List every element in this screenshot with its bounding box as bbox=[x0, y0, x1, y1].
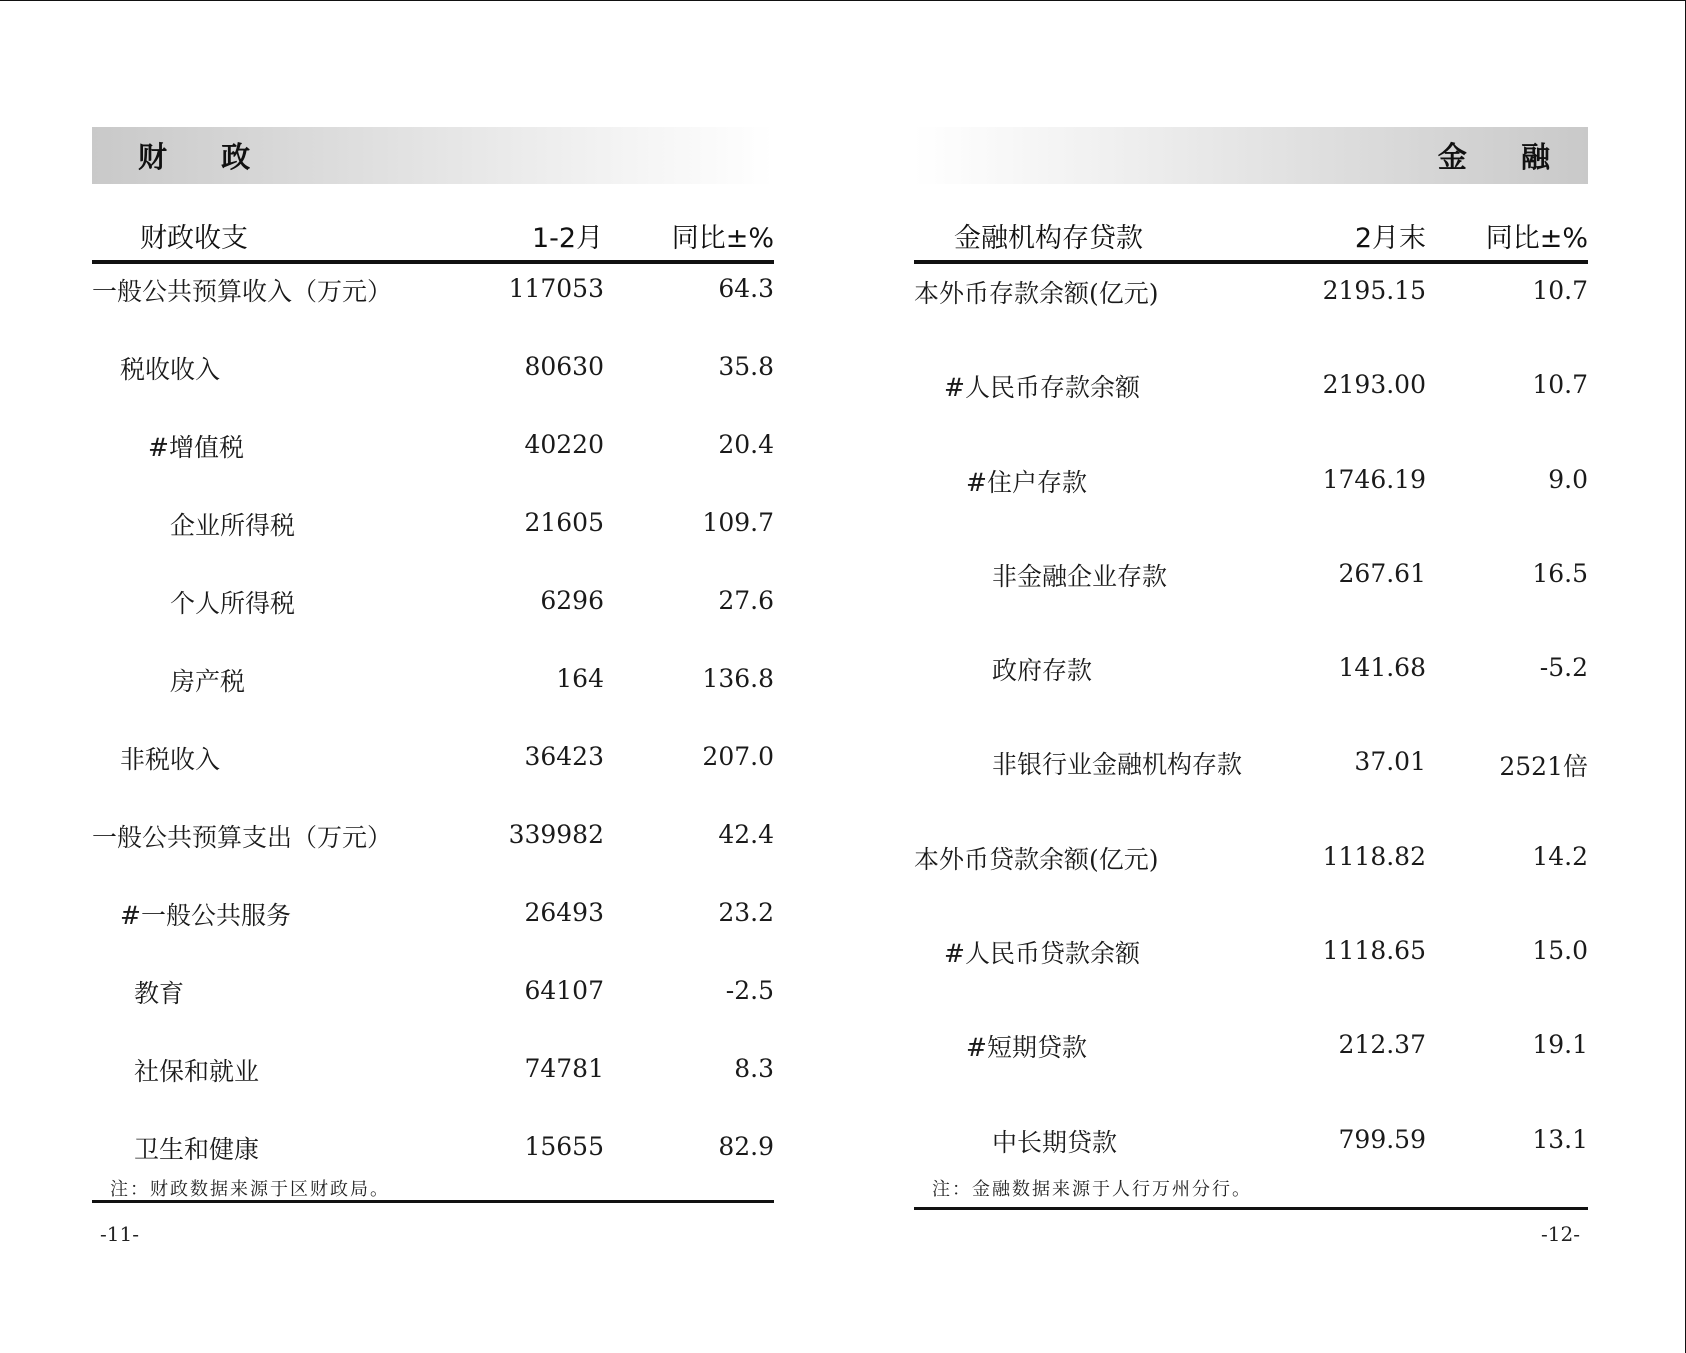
row-value: 339982 bbox=[508, 820, 604, 849]
row-label: 企业所得税 bbox=[170, 511, 296, 540]
row-yoy: 10.7 bbox=[1532, 370, 1588, 400]
row-value: 37.01 bbox=[1354, 747, 1426, 777]
header-yoy: 同比±% bbox=[1485, 223, 1588, 254]
row-yoy: -2.5 bbox=[725, 976, 774, 1005]
table-row bbox=[92, 732, 774, 810]
row-value: 212.37 bbox=[1338, 1030, 1426, 1060]
row-yoy: 19.1 bbox=[1532, 1030, 1588, 1060]
header-yoy: 同比±% bbox=[671, 223, 774, 254]
row-value: 1118.65 bbox=[1322, 936, 1426, 966]
row-value: 2193.00 bbox=[1322, 370, 1426, 400]
row-label: 非金融企业存款 bbox=[992, 561, 1168, 591]
row-label: 本外币存款余额(亿元) bbox=[914, 279, 1159, 308]
table-row bbox=[92, 264, 774, 342]
table-body bbox=[92, 264, 774, 1200]
table-row bbox=[914, 547, 1588, 641]
row-yoy: 2521倍 bbox=[1499, 752, 1588, 782]
table-header bbox=[914, 210, 1588, 260]
table-row bbox=[92, 810, 774, 888]
row-yoy: 35.8 bbox=[718, 352, 774, 381]
table-header bbox=[92, 210, 774, 260]
row-yoy: 15.0 bbox=[1532, 936, 1588, 966]
row-yoy: 109.7 bbox=[702, 508, 774, 537]
header-period: 1-2月 bbox=[532, 223, 604, 254]
table-row bbox=[92, 888, 774, 966]
table-row bbox=[914, 358, 1588, 452]
row-yoy: 20.4 bbox=[718, 430, 774, 459]
section-title-fiscal: 财 政 bbox=[92, 127, 774, 184]
page-number: -11- bbox=[100, 1222, 139, 1246]
row-value: 1118.82 bbox=[1322, 841, 1426, 871]
row-yoy: 8.3 bbox=[734, 1054, 774, 1083]
banking-table bbox=[914, 210, 1588, 1210]
row-value: 799.59 bbox=[1338, 1124, 1426, 1154]
row-label: 非税收入 bbox=[120, 745, 221, 774]
row-label: 税收收入 bbox=[120, 355, 221, 384]
row-yoy: 16.5 bbox=[1532, 558, 1588, 588]
table-row bbox=[914, 453, 1588, 547]
row-label: 政府存款 bbox=[992, 656, 1093, 686]
row-value: 26493 bbox=[524, 898, 604, 927]
header-period: 2月末 bbox=[1354, 223, 1426, 254]
row-value: 267.61 bbox=[1338, 558, 1426, 588]
row-yoy: 9.0 bbox=[1548, 464, 1588, 494]
row-label: #人民币存款余额 bbox=[944, 373, 1140, 403]
table-row bbox=[914, 735, 1588, 829]
table-row bbox=[92, 342, 774, 420]
row-yoy: 136.8 bbox=[702, 664, 774, 693]
row-value: 36423 bbox=[524, 742, 604, 771]
row-label: #短期贷款 bbox=[966, 1033, 1087, 1063]
table-row bbox=[914, 830, 1588, 924]
row-yoy: 10.7 bbox=[1532, 276, 1588, 305]
page-finance-fiscal bbox=[92, 0, 774, 1353]
table-row bbox=[92, 966, 774, 1044]
section-title-banking: 金 融 bbox=[914, 127, 1588, 184]
table-row bbox=[914, 264, 1588, 358]
row-yoy: 14.2 bbox=[1532, 841, 1588, 871]
row-value: 117053 bbox=[508, 274, 604, 303]
header-item: 金融机构存贷款 bbox=[954, 223, 1143, 254]
row-value: 21605 bbox=[524, 508, 604, 537]
row-yoy: 23.2 bbox=[718, 898, 774, 927]
row-value: 1746.19 bbox=[1322, 464, 1426, 494]
row-label: 个人所得税 bbox=[170, 589, 296, 618]
row-value: 6296 bbox=[540, 586, 604, 615]
table-row bbox=[92, 654, 774, 732]
row-label: 本外币贷款余额(亿元) bbox=[914, 844, 1159, 874]
page-finance-banking bbox=[914, 0, 1588, 1353]
row-yoy: 64.3 bbox=[718, 274, 774, 303]
table-body bbox=[914, 264, 1588, 1207]
row-value: 40220 bbox=[524, 430, 604, 459]
row-value: 2195.15 bbox=[1322, 276, 1426, 305]
row-yoy: 27.6 bbox=[718, 586, 774, 615]
row-value: 64107 bbox=[524, 976, 604, 1005]
row-value: 164 bbox=[556, 664, 604, 693]
row-label: #增值税 bbox=[148, 433, 244, 462]
row-label: #一般公共服务 bbox=[120, 901, 291, 930]
row-yoy: 207.0 bbox=[702, 742, 774, 771]
row-value: 15655 bbox=[524, 1132, 604, 1161]
row-yoy: -5.2 bbox=[1539, 653, 1588, 683]
table-row bbox=[92, 498, 774, 576]
row-label: #人民币贷款余额 bbox=[944, 939, 1140, 969]
row-yoy: 82.9 bbox=[718, 1132, 774, 1161]
row-yoy: 13.1 bbox=[1532, 1124, 1588, 1154]
row-label: 中长期贷款 bbox=[992, 1127, 1118, 1157]
row-label: 教育 bbox=[134, 979, 185, 1008]
bottom-rule bbox=[914, 1207, 1588, 1210]
table-row bbox=[92, 576, 774, 654]
source-note: 注：财政数据来源于区财政局。 bbox=[110, 1179, 390, 1200]
source-note: 注：金融数据来源于人行万州分行。 bbox=[932, 1179, 1252, 1200]
row-label: 房产税 bbox=[170, 667, 246, 696]
table-row bbox=[92, 1044, 774, 1122]
row-value: 141.68 bbox=[1338, 653, 1426, 683]
row-yoy: 42.4 bbox=[718, 820, 774, 849]
row-label: 卫生和健康 bbox=[134, 1135, 260, 1164]
fiscal-table bbox=[92, 210, 774, 1203]
row-label: 非银行业金融机构存款 bbox=[992, 750, 1243, 780]
page-number: -12- bbox=[1541, 1222, 1580, 1246]
table-row bbox=[92, 420, 774, 498]
row-value: 74781 bbox=[524, 1054, 604, 1083]
row-label: #住户存款 bbox=[966, 467, 1087, 497]
table-row bbox=[914, 641, 1588, 735]
row-value: 80630 bbox=[524, 352, 604, 381]
row-label: 社保和就业 bbox=[134, 1057, 260, 1086]
table-row bbox=[914, 1018, 1588, 1112]
row-label: 一般公共预算支出（万元） bbox=[92, 823, 393, 852]
header-item: 财政收支 bbox=[140, 223, 248, 254]
table-row bbox=[914, 924, 1588, 1018]
row-label: 一般公共预算收入（万元） bbox=[92, 277, 393, 306]
